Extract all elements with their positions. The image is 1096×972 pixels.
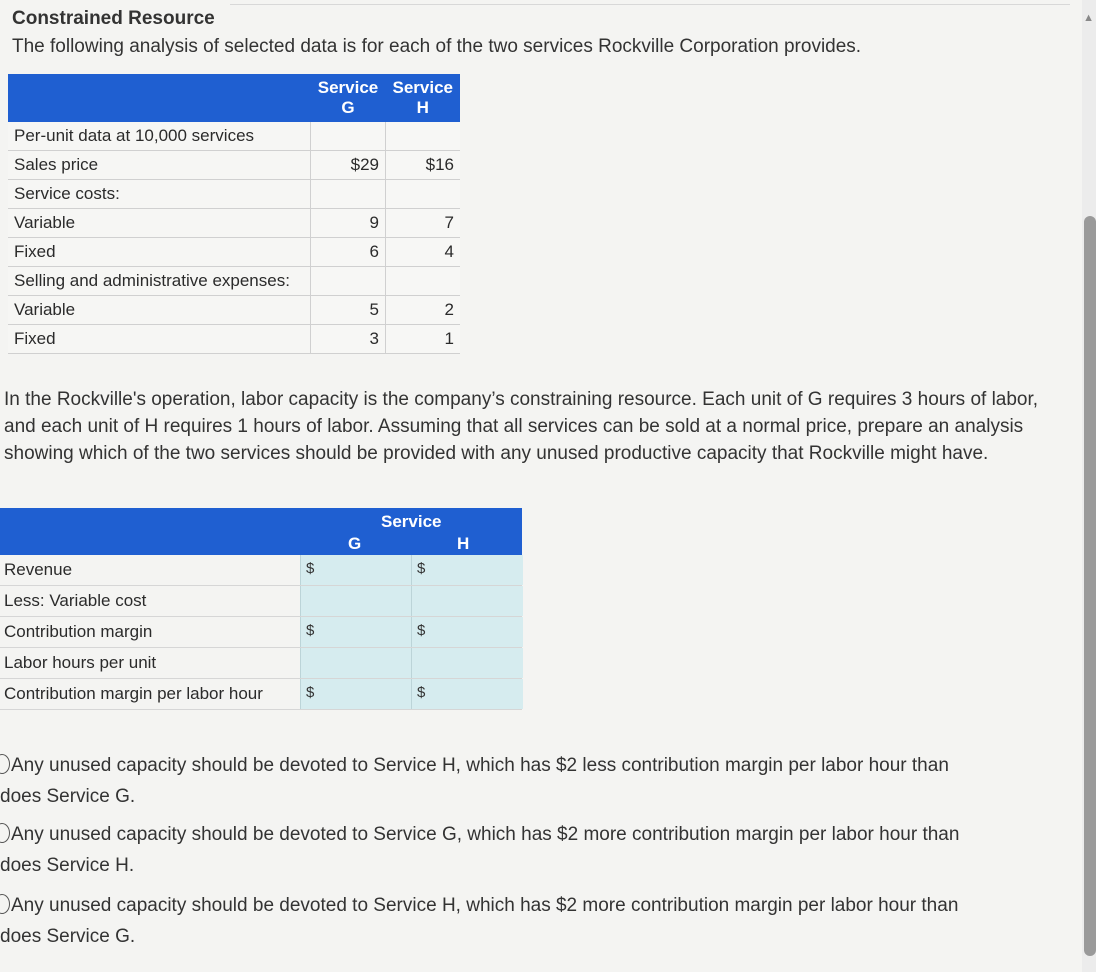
contribution-margin-g-cell — [300, 617, 411, 647]
dollar-sign: $ — [417, 560, 426, 577]
contribution-margin-h-input[interactable] — [430, 621, 520, 643]
revenue-g-cell — [300, 555, 411, 585]
table-row: Service costs: — [8, 180, 460, 209]
contribution-margin-g-input[interactable] — [319, 621, 409, 643]
dollar-sign: $ — [306, 622, 315, 639]
column-header-h: H — [457, 534, 470, 553]
table-row: Sales price $29 $16 — [8, 151, 460, 180]
page-subtitle: The following analysis of selected data is for each of the two services Rockville Corporation provides. — [12, 36, 862, 57]
labor-hours-h-cell — [411, 648, 523, 678]
selected-data-table — [8, 74, 460, 354]
cm-per-hour-g-input[interactable] — [319, 683, 409, 705]
cm-per-hour-h-cell — [411, 679, 523, 709]
table-row-contribution-margin — [0, 617, 522, 648]
variable-cost-h-input[interactable] — [430, 590, 520, 612]
dollar-sign: $ — [306, 560, 315, 577]
answer-option-2[interactable]: Any unused capacity should be devoted to Service G, which has $2 more contribution margin per labor hour than does Service H. — [0, 819, 1060, 881]
instructions-text: In the Rockville's operation, labor capacity is the company’s constraining resource. Each unit of G requires 3 hours of labor, and each unit of H requires 1 hours of labor. Assuming that all services can be sold at a normal price, prepare an analysis showing which of the two services should be provided with any unused productive capacity that Rockville might have. — [4, 389, 1039, 464]
answer-option-1[interactable]: Any unused capacity should be devoted to Service H, which has $2 less contribution margin per labor hour than does Service G. — [0, 750, 1060, 812]
row-label: Less: Variable cost — [4, 591, 147, 610]
radio-button[interactable] — [0, 823, 10, 843]
column-header-service-h: Service H — [386, 74, 461, 122]
table-row-cm-per-labor-hour — [0, 679, 522, 710]
scrollbar[interactable] — [1082, 0, 1096, 972]
column-header-g: G — [348, 534, 362, 553]
page-title: Constrained Resource — [12, 8, 215, 29]
table-row: Per-unit data at 10,000 services — [8, 122, 460, 151]
column-header-service-g: Service G — [311, 74, 386, 122]
table-header-row — [8, 74, 460, 122]
analysis-table — [0, 508, 522, 710]
radio-button[interactable] — [0, 894, 10, 914]
row-label: Revenue — [4, 560, 73, 579]
scrollbar-thumb[interactable] — [1084, 216, 1096, 956]
radio-button[interactable] — [0, 754, 10, 774]
top-divider — [230, 4, 1070, 5]
table-row-labor-hours — [0, 648, 522, 679]
scroll-up-arrow-icon[interactable]: ▲ — [1083, 12, 1094, 24]
table-row-variable-cost — [0, 586, 522, 617]
variable-cost-g-cell — [300, 586, 411, 616]
row-label: Contribution margin per labor hour — [4, 684, 263, 703]
revenue-g-input[interactable] — [319, 559, 409, 581]
row-label: Contribution margin — [4, 622, 153, 641]
service-header: Service — [381, 512, 442, 531]
table-row: Fixed 3 1 — [8, 325, 460, 354]
row-label: Labor hours per unit — [4, 653, 157, 672]
table-row: Selling and administrative expenses: — [8, 267, 460, 296]
analysis-table-header — [0, 508, 522, 555]
variable-cost-g-input[interactable] — [319, 590, 409, 612]
dollar-sign: $ — [306, 684, 315, 701]
labor-hours-g-cell — [300, 648, 411, 678]
table-row: Fixed 6 4 — [8, 238, 460, 267]
labor-hours-g-input[interactable] — [319, 652, 409, 674]
contribution-margin-h-cell — [411, 617, 523, 647]
cm-per-hour-h-input[interactable] — [430, 683, 520, 705]
dollar-sign: $ — [417, 622, 426, 639]
table-row: Variable 5 2 — [8, 296, 460, 325]
dollar-sign: $ — [417, 684, 426, 701]
table-row: Variable 9 7 — [8, 209, 460, 238]
table-row-revenue — [0, 555, 522, 586]
revenue-h-cell — [411, 555, 523, 585]
answer-option-3[interactable]: Any unused capacity should be devoted to Service H, which has $2 more contribution margin per labor hour than does Service G. — [0, 890, 1060, 952]
revenue-h-input[interactable] — [430, 559, 520, 581]
cm-per-hour-g-cell — [300, 679, 411, 709]
variable-cost-h-cell — [411, 586, 523, 616]
labor-hours-h-input[interactable] — [430, 652, 520, 674]
